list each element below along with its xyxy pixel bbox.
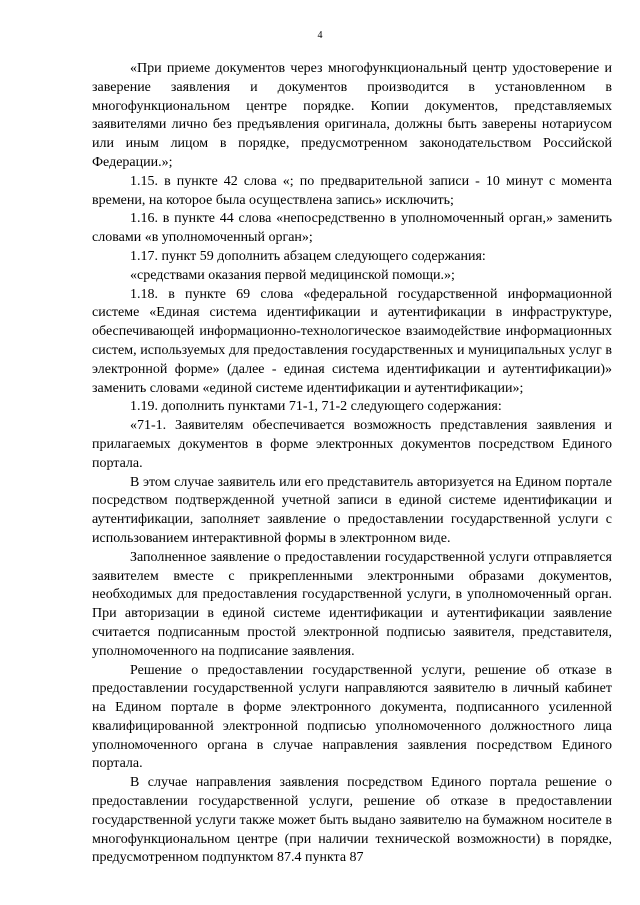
paragraph-1-18: 1.18. в пункте 69 слова «федеральной государственной информационной системе «Единая система идентификации и аутентификации в инфраструктуре, обеспечивающей информационно-технологическое взаимодействие информационных систем, используемых для предоставления государственных и муниципальных услуг в электронной форме» (далее - единая система идентификации и аутентификации)» заменить словами «единой системе идентификации и аутентификации»; (92, 286, 612, 396)
paragraph-71-1: «71-1. Заявителям обеспечивается возможность представления заявления и прилагаемых документов в форме электронных документов посредством Единого портала. (92, 418, 612, 471)
page-number: 4 (317, 30, 323, 41)
paragraph-paper-copy: В случае направления заявления посредством Единого портала решение о предоставлении государственной услуги, решение об отказе в предоставлении государственной услуги также может быть выдано заявителю на бумажном носителе в многофункциональном центре (при наличии технической возможности) в порядке, предусмотренном подпунктом 87.4 пункта 87 (92, 775, 612, 866)
document-body (92, 60, 612, 868)
paragraph-1-17: 1.17. пункт 59 дополнить абзацем следующего содержания: (130, 248, 486, 264)
paragraph-authorization: В этом случае заявитель или его представитель авторизуется на Едином портале посредством подтвержденной учетной записи в единой системе идентификации и аутентификации, заполняет заявление о предоставлении государственной услуги с использованием интерактивной формы в электронном виде. (92, 474, 612, 546)
paragraph-1-16: 1.16. в пункте 44 слова «непосредственно в уполномоченный орган,» заменить словами «в уполномоченный орган»; (92, 211, 612, 246)
paragraph-1-19: 1.19. дополнить пунктами 71-1, 71-2 следующего содержания: (130, 399, 502, 415)
paragraph-decision: Решение о предоставлении государственной услуги, решение об отказе в предоставлении государственной услуги направляются заявителю в личный кабинет на Едином портале в форме электронного документа, подписанного усиленной квалифицированной электронной подписью уполномоченного должностного лица уполномоченного органа в случае направления заявления посредством Единого портала. (92, 662, 612, 772)
paragraph-1-15: 1.15. в пункте 42 слова «; по предварительной записи - 10 минут с момента времени, на которое была осуществлена запись» исключить; (92, 173, 612, 208)
paragraph-mfc-documents: «При приеме документов через многофункциональный центр удостоверение и заверение заявления и документов производится в установленном в многофункциональном центре порядке. Копии документов, представляемых заявителями лично без предъявления оригинала, должны быть заверены нотариусом или иным лицом в порядке, предусмотренном законодательством Российской Федерации.»; (92, 61, 612, 170)
paragraph-submission: Заполненное заявление о предоставлении государственной услуги отправляется заявителем вместе с прикрепленными электронными образами документов, необходимых для предоставления государственной услуги, в уполномоченный орган. При авторизации в единой системе идентификации и аутентификации заявление считается подписанным простой электронной подписью заявителя, представителя, уполномоченного на подписание заявления. (92, 549, 612, 659)
paragraph-first-aid: «средствами оказания первой медицинской помощи.»; (130, 267, 455, 283)
